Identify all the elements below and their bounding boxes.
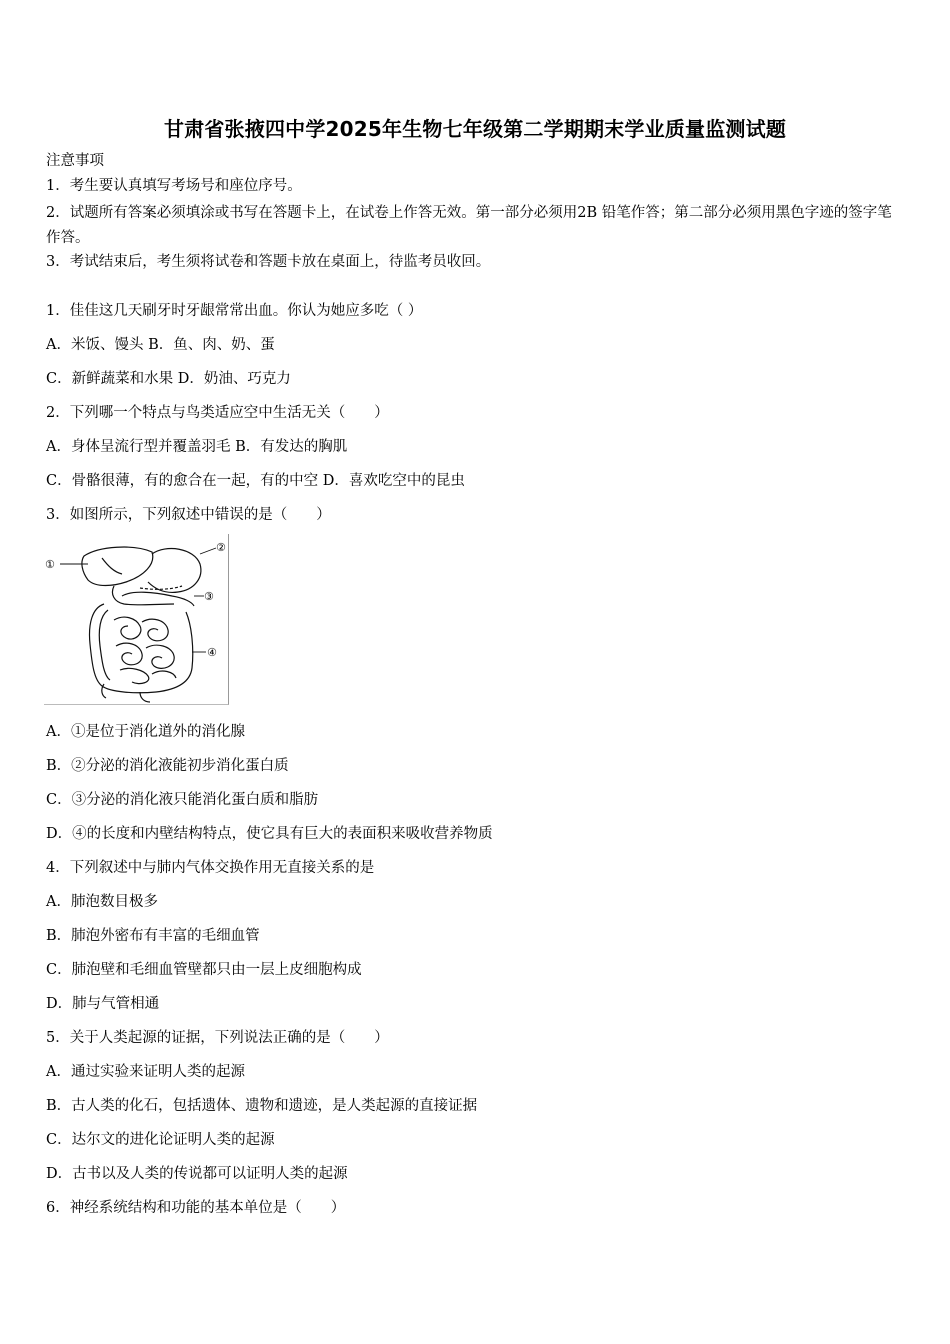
question-stem: 5．关于人类起源的证据，下列说法正确的是（ ）: [46, 1030, 389, 1046]
small-intestine-shape: [114, 617, 176, 683]
notice-item: 3．考试结束后，考生须将试卷和答题卡放在桌面上，待监考员收回。: [46, 254, 491, 270]
figure-label: ③: [204, 590, 214, 603]
liver-shape: [82, 547, 153, 585]
figure-label: ④: [207, 646, 217, 659]
figure-label: ②: [216, 541, 226, 554]
large-intestine-shape: [90, 604, 193, 693]
notice-item: 2．试题所有答案必须填涂或书写在答题卡上，在试卷上作答无效。第一部分必须用2B 铅笔作答；第二部分必须用黑色字迹的签字笔作答。: [46, 205, 892, 246]
option-line: A．米饭、馒头 B．鱼、肉、奶、蛋: [46, 337, 275, 353]
option-line: C．③分泌的消化液只能消化蛋白质和脂肪: [46, 792, 319, 808]
option-line: D．古书以及人类的传说都可以证明人类的起源: [46, 1166, 348, 1182]
option-line: C．达尔文的进化论证明人类的起源: [46, 1132, 275, 1148]
figure-label: ①: [45, 558, 55, 571]
option-line: D．④的长度和内壁结构特点，使它具有巨大的表面积来吸收营养物质: [46, 826, 493, 842]
stomach-shape: [148, 549, 201, 593]
option-line: B．古人类的化石，包括遗体、遗物和遗迹，是人类起源的直接证据: [46, 1098, 478, 1114]
option-line: C．肺泡壁和毛细血管壁都只由一层上皮细胞构成: [46, 962, 362, 978]
exam-title: 甘肃省张掖四中学2025年生物七年级第二学期期末学业质量监测试题: [163, 117, 787, 141]
question-stem: 4．下列叙述中与肺内气体交换作用无直接关系的是: [46, 860, 375, 876]
question-stem: 2．下列哪一个特点与鸟类适应空中生活无关（ ）: [46, 405, 389, 421]
option-line: D．肺与气管相通: [46, 996, 160, 1012]
option-line: A．肺泡数目极多: [46, 894, 158, 910]
option-line: B．肺泡外密布有丰富的毛细血管: [46, 928, 260, 944]
question-stem: 6．神经系统结构和功能的基本单位是（ ）: [46, 1200, 346, 1216]
question-stem: 3．如图所示，下列叙述中错误的是（ ）: [46, 507, 331, 523]
digestive-system-figure: [44, 534, 229, 705]
option-line: A．①是位于消化道外的消化腺: [46, 724, 245, 740]
option-line: A．身体呈流行型并覆盖羽毛 B．有发达的胸肌: [46, 439, 348, 455]
option-line: A．通过实验来证明人类的起源: [46, 1064, 245, 1080]
option-line: C．骨骼很薄，有的愈合在一起，有的中空 D．喜欢吃空中的昆虫: [46, 473, 465, 489]
notice-heading: 注意事项: [46, 153, 104, 169]
option-line: B．②分泌的消化液能初步消化蛋白质: [46, 758, 289, 774]
question-stem: 1．佳佳这几天刷牙时牙龈常常出血。你认为她应多吃（ ）: [46, 303, 423, 319]
option-line: C．新鲜蔬菜和水果 D．奶油、巧克力: [46, 371, 291, 387]
notice-item: 1．考生要认真填写考场号和座位序号。: [46, 178, 302, 194]
